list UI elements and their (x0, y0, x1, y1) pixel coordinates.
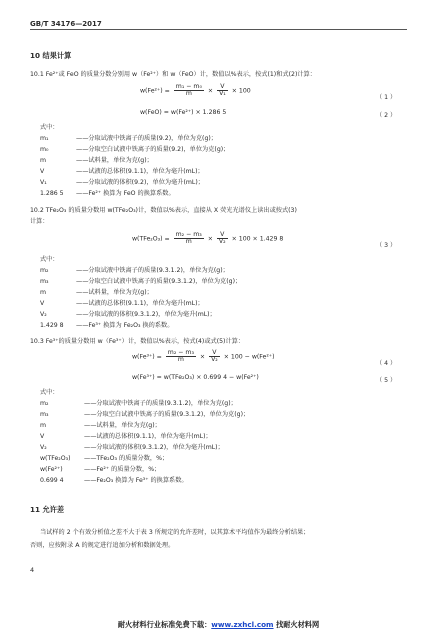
equation-1: w(Fe²⁺) = $\frac{\text{m₁ − m₀}}{m}$ × $\frac{V}{\text{V₁}}$ × 100 (140, 83, 251, 98)
definition-row: m₂ ——分取试液中铁离子的质量(9.3.1.2)，单位为克(g)； (40, 267, 229, 274)
eq4-volume-fraction (209, 350, 220, 363)
definition-row: m₁ ——分取试液中铁离子的质量(9.2)，单位为克(g)； (40, 135, 217, 142)
eq1-number: （ 1 ） (376, 94, 397, 101)
definition-row: m₀ ——分取空白试液中铁离子的质量(9.2)，单位为克(g)； (40, 146, 230, 153)
definition-row: m ——试料量，单位为克(g)； (40, 422, 161, 429)
eq3-volume-denominator: V₂ (218, 238, 226, 246)
para-11-line1: 当试样的 2 个有效分析值之差不大于表 3 所规定的允许差时，以其算术平均值作为最终分析结果； (40, 529, 310, 536)
page-number: 4 (30, 566, 35, 574)
eq4-lhs: w(Fe³⁺) = (132, 353, 162, 361)
eq5-number: （ 5 ） (376, 377, 397, 384)
definition-row: V ——试液的总体积(9.1.1)，单位为毫升(mL)； (40, 168, 204, 175)
eq1-denominator: m (185, 90, 192, 98)
definition-row: m ——试料量，单位为克(g)； (40, 157, 153, 164)
definition-row: V₂ ——分取试液的体积(9.3.1.2)，单位为毫升(mL)； (40, 444, 224, 451)
footer-banner (0, 620, 437, 630)
eq1-volume-numerator: V (217, 84, 228, 91)
footer-link[interactable]: www.zxhcl.com (211, 620, 274, 629)
eq3-volume-fraction (217, 232, 228, 245)
definition-row: m ——试料量，单位为克(g)； (40, 289, 153, 296)
definition-row: V ——试液的总体积(9.1.1)，单位为毫升(mL)； (40, 300, 204, 307)
eq1-mass-fraction (174, 84, 204, 97)
para-10-2-line2: 计算： (30, 218, 49, 225)
footer-site-name: 找耐火材料网 (273, 620, 320, 629)
definition-row: m₂ ——分取试液中铁离子的质量(9.3.1.2)，单位为克(g)； (40, 400, 237, 407)
definition-row: V ——试液的总体积(9.1.1)，单位为毫升(mL)； (40, 433, 212, 440)
eq4-numerator: m₂ − m₃ (167, 349, 194, 356)
para-11-line2: 否则，应按附录 A 的规定进行追加分析和数据处理。 (30, 542, 175, 549)
para-10-2-line1: 10.2 TFe₂O₃ 的质量分数用 w(TFe₂O₃)计，数值以%表示，直接从 X 荧光光谱仪上读出或按式(3) (30, 207, 297, 214)
eq3-volume-numerator: V (217, 232, 228, 239)
eq3-number: （ 3 ） (376, 242, 397, 249)
eq4-volume-denominator: V₂ (211, 356, 218, 364)
equation-5: w(Fe³⁺) = w(TFe₂O₃) × 0.699 4 − w(Fe²⁺) (132, 374, 259, 381)
para-10-3: 10.3 Fe³⁺的质量分数用 w（Fe³⁺）计，数值以%表示，按式(4)或式(5)计算： (30, 338, 245, 345)
eq3-tail: × 100 × 1.429 8 (231, 235, 284, 243)
eq3-mass-fraction (174, 232, 204, 245)
section-11-title: 11 允许差 (30, 505, 65, 514)
standard-header: GB/T 34176—2017 (30, 20, 102, 28)
equation-4: w(Fe³⁺) = $\frac{\text{m₂ − m₃}}{m}$ × $\frac{V}{\text{V₂}}$ × 100 − w(Fe²⁺) (132, 349, 275, 364)
where-label-3: 式中： (40, 389, 59, 396)
header-rule (30, 29, 407, 30)
eq3-denominator: m (185, 238, 192, 246)
where-label-1: 式中： (40, 124, 59, 131)
equation-2: w(FeO) = w(Fe²⁺) × 1.286 5 (140, 109, 227, 116)
equation-3: w(TFe₂O₃) = $\frac{\text{m₂ − m₃}}{m}$ × $\frac{V}{\text{V₂}}$ × 100 × 1.429 8 (132, 231, 284, 246)
eq3-lhs: w(TFe₂O₃) = (132, 235, 170, 243)
para-10-1: 10.1 Fe²⁺或 FeO 的质量分数分别用 w（Fe²⁺）和 w（FeO）计，数值以%表示，按式(1)和式(2)计算： (30, 71, 316, 78)
definition-row: V₁ ——分取试液的体积(9.2)，单位为毫升(mL)； (40, 179, 204, 186)
eq4-denominator: m (177, 356, 184, 364)
eq1-lhs: w(Fe²⁺) = (140, 87, 170, 95)
definition-row: V₂ ——分取试液的体积(9.3.1.2)，单位为毫升(mL)； (40, 311, 216, 318)
definition-row: m₃ ——分取空白试液中铁离子的质量(9.3.1.2)，单位为克(g)； (40, 278, 242, 285)
footer-text: 耐火材料行业标准免费下载： (117, 620, 212, 629)
eq4-mass-fraction (166, 350, 196, 363)
eq4-volume-numerator: V (209, 350, 220, 357)
eq4-number: （ 4 ） (376, 360, 397, 367)
eq1-tail: × 100 (231, 87, 251, 95)
eq3-numerator: m₂ − m₃ (175, 231, 202, 238)
eq2-number: （ 2 ） (376, 112, 397, 119)
eq1-volume-fraction (217, 84, 228, 97)
definition-row: 1.286 5 ——Fe²⁺ 换算为 FeO 的换算系数。 (40, 190, 175, 197)
section-10-title: 10 结果计算 (30, 51, 72, 60)
eq4-tail: × 100 − w(Fe²⁺) (223, 353, 275, 361)
where-label-2: 式中： (40, 256, 59, 263)
eq1-numerator: m₁ − m₀ (175, 83, 202, 90)
definition-row: 0.699 4 ——Fe₂O₃ 换算为 Fe³⁺ 的换算系数。 (40, 477, 188, 484)
definition-row: 1.429 8 ——Fe³⁺ 换算为 Fe₂O₃ 换的系数。 (40, 322, 174, 329)
definition-row: m₃ ——分取空白试液中铁离子的质量(9.3.1.2)，单位为克(g)； (40, 411, 250, 418)
eq1-volume-denominator: V₁ (219, 90, 226, 98)
definition-row: w(TFe₂O₃) ——TFe₂O₃ 的质量分数，%； (40, 455, 169, 462)
definition-row: w(Fe²⁺) ——Fe²⁺ 的质量分数，%； (40, 466, 161, 473)
